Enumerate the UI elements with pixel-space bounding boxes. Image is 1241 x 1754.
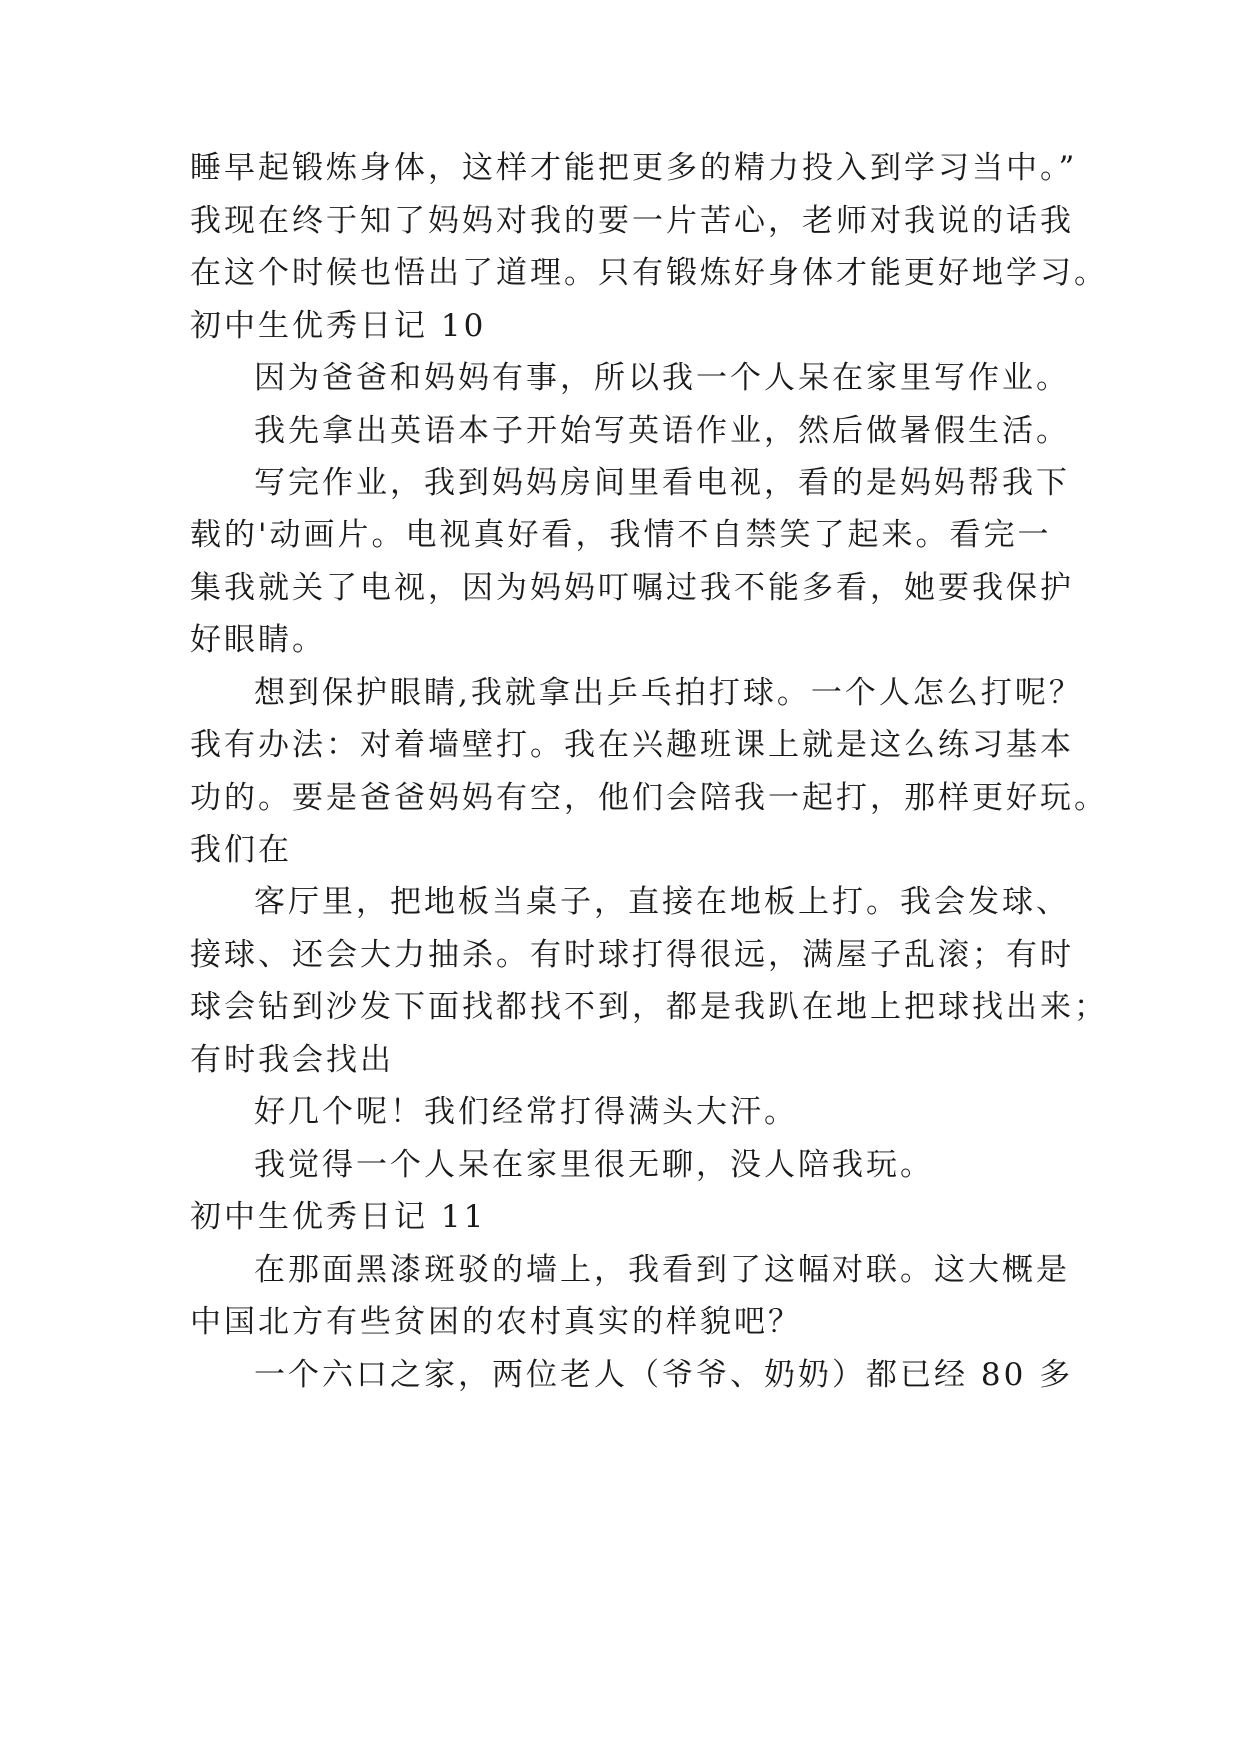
text-line: 一个六口之家，两位老人（爷爷、奶奶）都已经 80 多 [254,1357,1074,1393]
text-line: 我现在终于知了妈妈对我的要一片苦心，老师对我说的话我 [190,203,1074,239]
text-line: 球会钻到沙发下面找都找不到，都是我趴在地上把球找出来； [190,989,1108,1025]
text-line: 好几个呢！我们经常打得满头大汗。 [254,1094,798,1130]
text-line: 我们在 [190,832,292,868]
text-line: 在那面黑漆斑驳的墙上，我看到了这幅对联。这大概是 [254,1252,1070,1288]
text-line: 睡早起锻炼身体，这样才能把更多的精力投入到学习当中。” [190,150,1078,186]
text-line: 在这个时候也悟出了道理。只有锻炼好身体才能更好地学习。 [190,255,1108,291]
text-line: 想到保护眼睛,我就拿出乒乓拍打球。一个人怎么打呢？ [254,675,1083,711]
section-heading: 初中生优秀日记 11 [190,1199,487,1235]
text-line: 集我就关了电视，因为妈妈叮嘱过我不能多看，她要我保护 [190,570,1074,606]
text-line: 客厅里，把地板当桌子，直接在地板上打。我会发球、 [254,884,1070,920]
text-line: 写完作业，我到妈妈房间里看电视，看的是妈妈帮我下 [254,465,1070,501]
text-line: 载的'动画片。电视真好看，我情不自禁笑了起来。看完一 [190,517,1052,553]
text-line: 中国北方有些贫困的农村真实的样貌吧？ [190,1304,802,1340]
text-line: 因为爸爸和妈妈有事，所以我一个人呆在家里写作业。 [254,360,1070,396]
text-line: 功的。要是爸爸妈妈有空，他们会陪我一起打，那样更好玩。 [190,780,1108,816]
text-line: 我觉得一个人呆在家里很无聊，没人陪我玩。 [254,1147,934,1183]
section-heading: 初中生优秀日记 10 [190,308,487,344]
text-line: 接球、还会大力抽杀。有时球打得很远，满屋子乱滚；有时 [190,937,1074,973]
text-line: 有时我会找出 [190,1042,394,1078]
text-line: 好眼睛。 [190,622,326,658]
text-line: 我先拿出英语本子开始写英语作业，然后做暑假生活。 [254,413,1070,449]
text-line: 我有办法：对着墙壁打。我在兴趣班课上就是这么练习基本 [190,727,1074,763]
